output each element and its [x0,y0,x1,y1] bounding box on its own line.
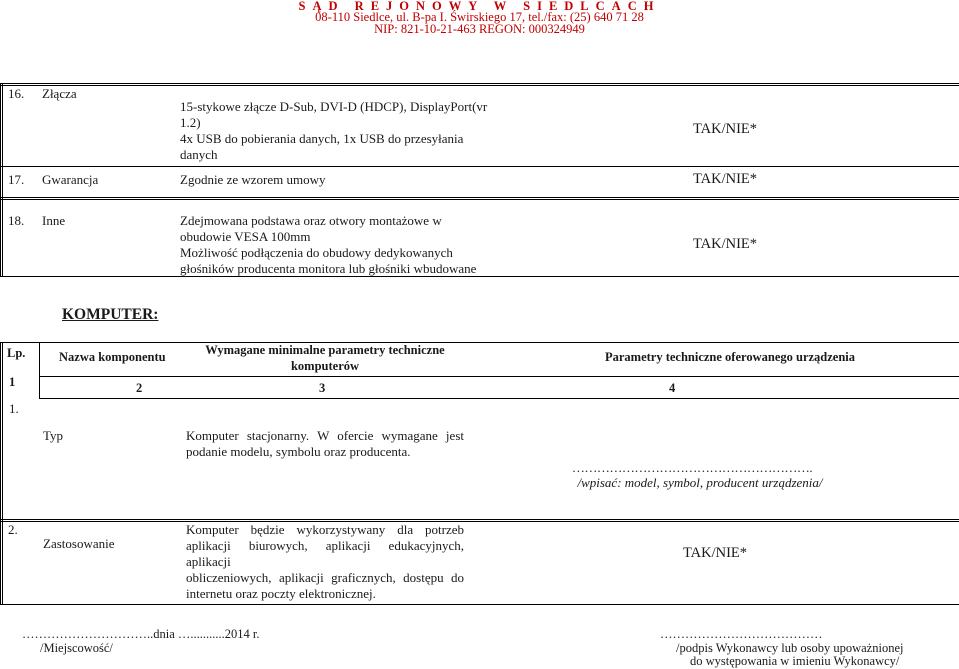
col-number-2: 2 [136,381,143,395]
header-offered-params: Parametry techniczne oferowanego urządzenia [604,350,856,364]
court-name: SĄD REJONOWY W SIEDLCACH [298,0,661,13]
signature-dots: ………………………………… [660,627,823,641]
row-18-answer: TAK/NIE* [692,236,758,252]
place-label: /Miejscowość/ [40,641,113,655]
row-18-number: 18. [8,213,25,228]
row-17-number: 17. [8,172,25,187]
comp-row-1-name: Typ [43,428,64,443]
header-required-params: Wymagane minimalne parametry techniczne komputerów [205,343,445,373]
comp-row-2-name: Zastosowanie [43,536,115,551]
comp-row-1-dots: …………………………………………………. [571,460,813,475]
signature-label-line2: do występowania w imieniu Wykonawcy/ [690,654,900,668]
col-number-4: 4 [669,381,676,395]
section-title: KOMPUTER: [62,306,159,323]
row-18-name: Inne [42,213,66,228]
header-component-name: Nazwa komponentu [59,350,166,364]
row-16-answer: TAK/NIE* [692,121,758,137]
row-16-desc: 15-stykowe złącze D-Sub, DVI-D (HDCP), DisplayPort(vr 1.2) 4x USB do pobierania danych, 1x USB do przesyłania danych [180,99,488,162]
court-address: 08-110 Siedlce, ul. B-pa I. Świrskiego 17, tel./fax: (25) 640 71 28 [315,10,644,24]
row-16-number: 16. [8,86,25,101]
comp-row-2-desc: Komputer będzie wykorzystywany dla potrzeb aplikacji biurowych, aplikacji edukacyjnych, aplikacji obliczeniowych, aplikacji graficznych, dostępu do internetu oraz poczty elektronicznej. [186,522,464,601]
row-18-desc: Zdejmowana podstawa oraz otwory montażowe w obudowie VESA 100mm Możliwość podłączenia do obudowy dedykowanych głośników producenta monitora lub głośniki wbudowane [180,213,477,276]
comp-row-1-number: 1. [9,401,19,416]
comp-row-1-hint: /wpisać: model, symbol, producent urządzenia/ [577,475,823,490]
row-16-name: Złącza [42,86,77,101]
court-ids: NIP: 821-10-21-463 REGON: 000324949 [374,22,585,36]
col-number-1: 1 [9,375,16,389]
row-17-desc: Zgodnie ze wzorem umowy [180,172,326,187]
comp-row-2-answer: TAK/NIE* [682,545,748,561]
row-17-answer: TAK/NIE* [692,171,758,187]
comp-row-2-number: 2. [8,522,18,537]
header-lp: Lp. [7,346,26,360]
signature-label-line1: /podpis Wykonawcy lub osoby upoważnionej [676,641,904,655]
place-date-field: …………………………..dnia …...........2014 r. [22,627,260,641]
comp-row-1-desc: Komputer stacjonarny. W ofercie wymagane jest podanie modelu, symbolu oraz producenta. [186,428,464,459]
row-17-name: Gwarancja [42,172,99,187]
col-number-3: 3 [319,381,326,395]
